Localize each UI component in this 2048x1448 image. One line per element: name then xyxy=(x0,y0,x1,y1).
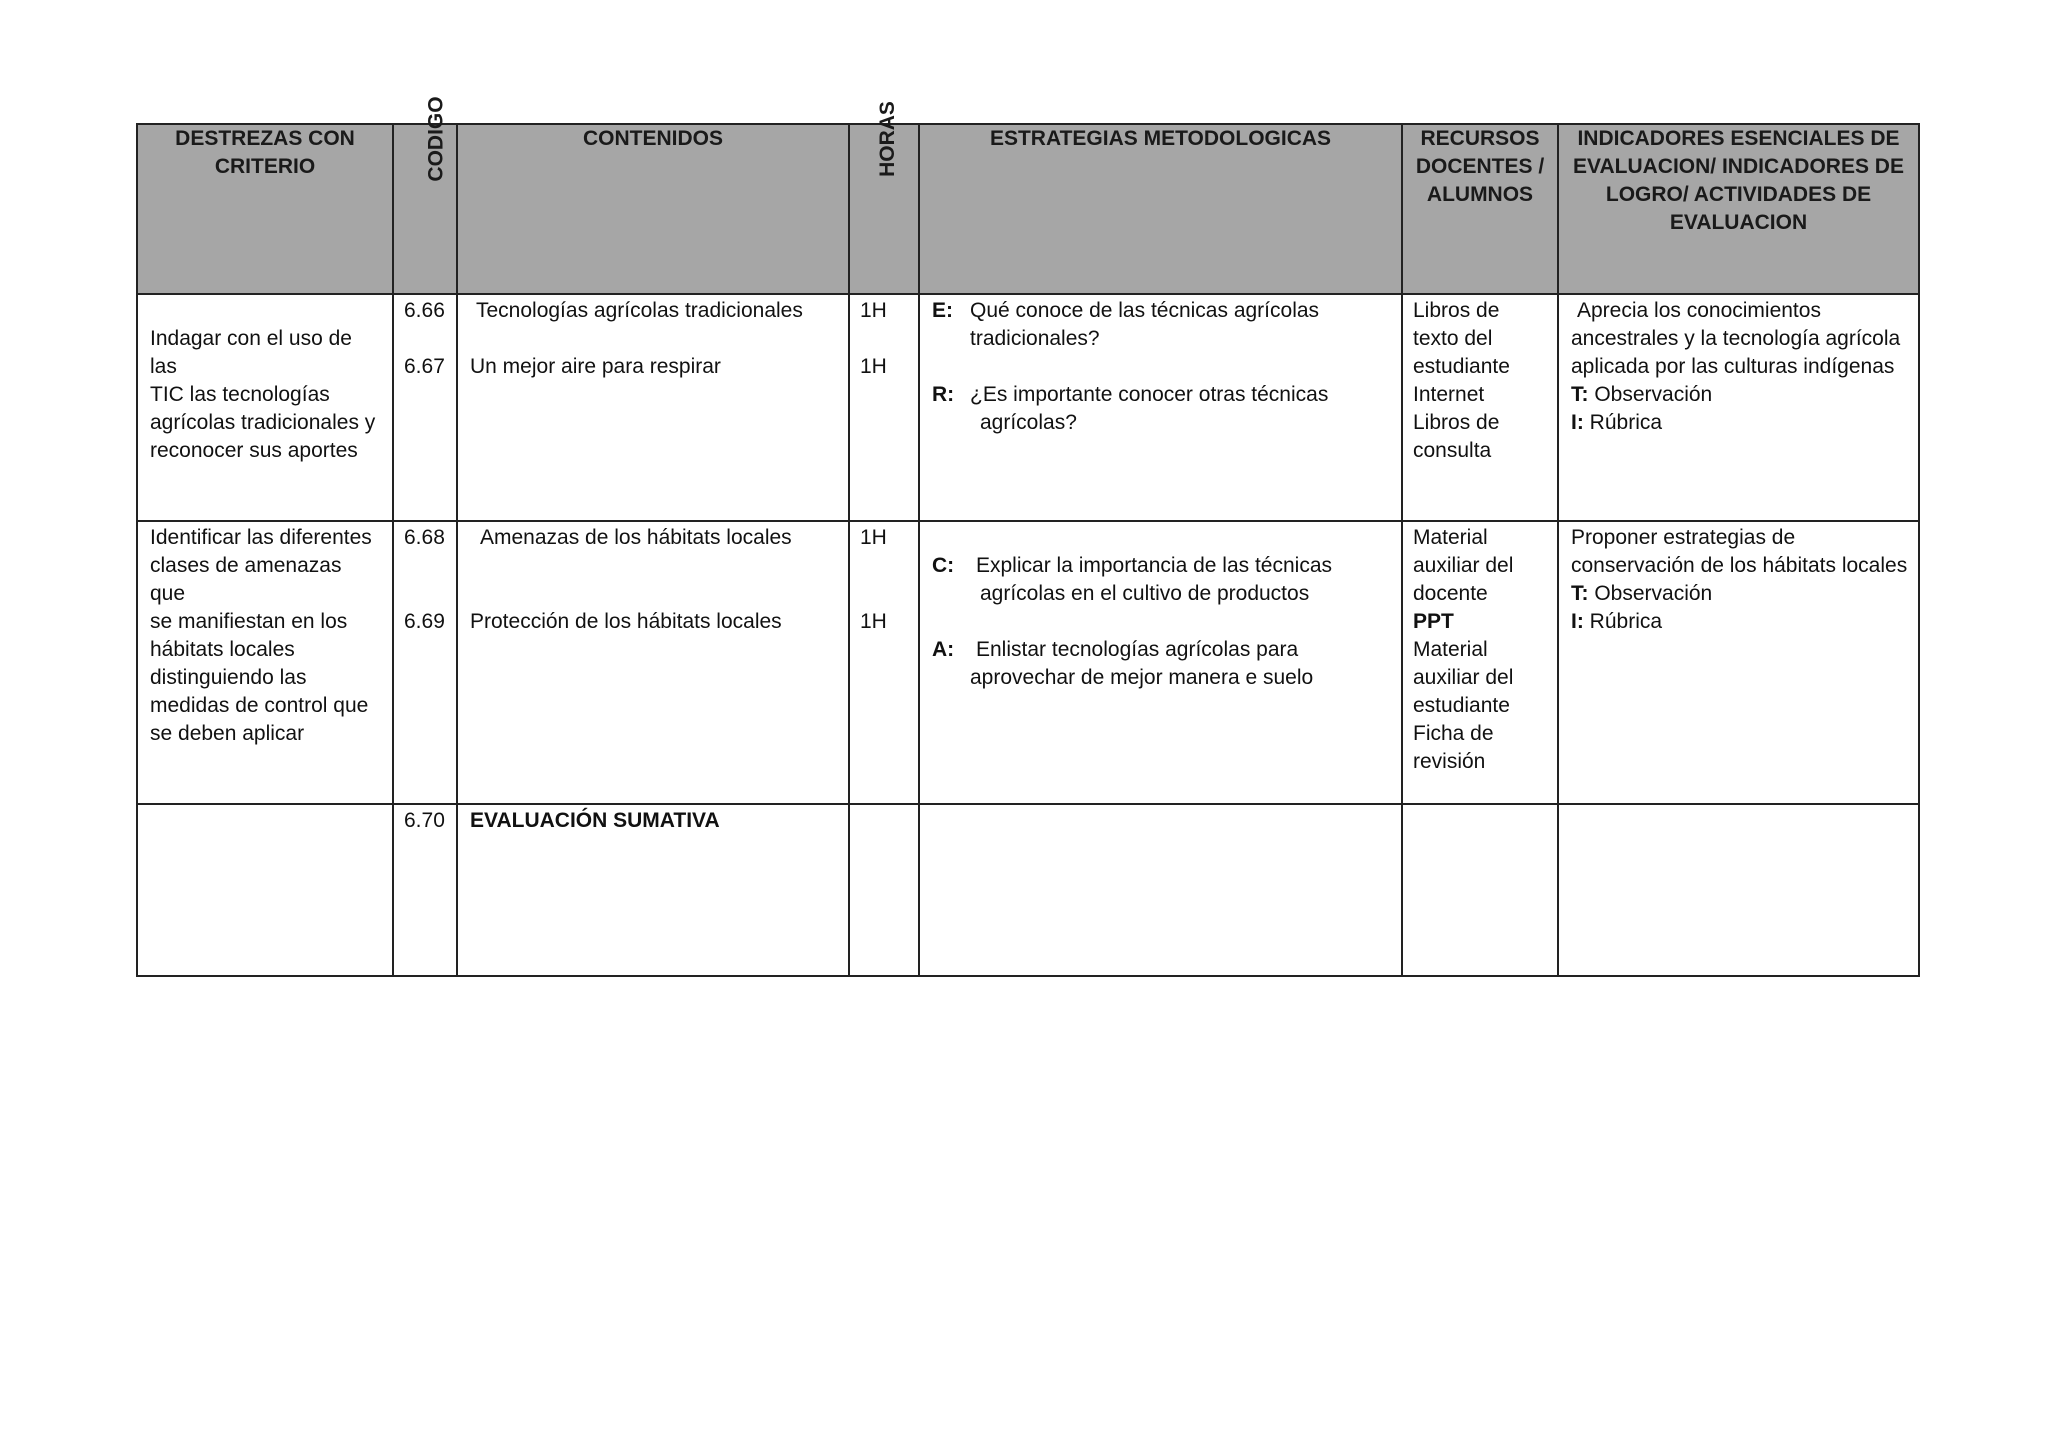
destreza-line: Identificar las diferentes xyxy=(150,526,372,549)
cell-codigo xyxy=(393,294,457,521)
estrategia-item xyxy=(932,636,1391,692)
header-indicadores-line: INDICADORES ESENCIALES DE xyxy=(1577,127,1900,150)
codigo-value: 6.70 xyxy=(404,809,445,832)
estrategia-line: ¿Es importante conocer otras técnicas xyxy=(970,383,1329,406)
indicador-line: ancestrales y la tecnología agrícola xyxy=(1571,327,1901,350)
cell-recursos xyxy=(1402,521,1558,804)
indicador-line: Proponer estrategias de xyxy=(1571,526,1796,549)
cell-estrategias xyxy=(919,294,1402,521)
estrategia-line: agrícolas en el cultivo de productos xyxy=(980,582,1310,605)
header-indicadores-line: EVALUACION/ INDICADORES DE xyxy=(1573,155,1904,178)
table-row xyxy=(137,804,1919,976)
cell-indicadores xyxy=(1558,521,1919,804)
recurso-line: texto del xyxy=(1413,327,1493,350)
estrategia-tag: E: xyxy=(932,299,953,322)
header-contenidos-label: CONTENIDOS xyxy=(582,127,723,150)
contenido-line: Amenazas de los hábitats locales xyxy=(480,526,792,549)
destreza-line: distinguiendo las xyxy=(150,666,307,689)
estrategia-line: tradicionales? xyxy=(970,327,1100,350)
header-row xyxy=(137,124,1919,294)
header-recursos-line: RECURSOS xyxy=(1420,127,1540,150)
codigo-value: 6.68 xyxy=(404,526,445,549)
estrategia-item xyxy=(932,552,1391,608)
cell-horas xyxy=(849,521,919,804)
estrategia-tag: R: xyxy=(932,383,955,406)
codigo-value: 6.69 xyxy=(404,610,445,633)
estrategia-line: Qué conoce de las técnicas agrícolas xyxy=(970,299,1320,322)
header-codigo xyxy=(393,96,457,294)
indicador-line: conservación de los hábitats locales xyxy=(1571,554,1908,577)
header-contenidos xyxy=(457,124,849,294)
instrumento-value: Rúbrica xyxy=(1589,411,1663,434)
contenido-line: Protección de los hábitats locales xyxy=(470,610,782,633)
horas-value: 1H xyxy=(860,299,887,322)
header-indicadores xyxy=(1558,124,1919,294)
estrategia-line: Enlistar tecnologías agrícolas para xyxy=(976,638,1299,661)
codigo-value: 6.67 xyxy=(404,355,445,378)
header-indicadores-line: EVALUACION xyxy=(1669,211,1808,234)
horas-value: 1H xyxy=(860,610,887,633)
header-horas-label: HORAS xyxy=(875,101,899,177)
estrategia-line: Explicar la importancia de las técnicas xyxy=(976,554,1332,577)
indicador-line: aplicada por las culturas indígenas xyxy=(1571,355,1895,378)
cell-estrategias xyxy=(919,804,1402,976)
cell-recursos xyxy=(1402,804,1558,976)
estrategia-tag: C: xyxy=(932,554,955,577)
recurso-line: estudiante xyxy=(1413,694,1510,717)
destreza-line: hábitats locales xyxy=(150,638,295,661)
table-row xyxy=(137,521,1919,804)
planning-table xyxy=(136,96,1920,977)
tecnica-label: T: xyxy=(1571,383,1589,406)
recurso-line: Libros de xyxy=(1413,299,1500,322)
estrategia-item xyxy=(932,381,1391,437)
table-row xyxy=(137,294,1919,521)
destreza-line: clases de amenazas que xyxy=(150,554,342,605)
recurso-ppt: PPT xyxy=(1413,610,1454,633)
estrategia-tag: A: xyxy=(932,638,955,661)
tecnica-label: T: xyxy=(1571,582,1589,605)
cell-destreza xyxy=(137,804,393,976)
instrumento-label: I: xyxy=(1571,610,1584,633)
header-destrezas xyxy=(137,124,393,294)
header-recursos-line: DOCENTES / xyxy=(1415,155,1545,178)
destreza-line: se manifiestan en los xyxy=(150,610,348,633)
contenido-line: Un mejor aire para respirar xyxy=(470,355,721,378)
destreza-line: reconocer sus aportes xyxy=(150,439,358,462)
evaluacion-sumativa: EVALUACIÓN SUMATIVA xyxy=(470,809,720,832)
recurso-line: Ficha de xyxy=(1413,722,1494,745)
estrategia-item xyxy=(932,297,1391,353)
recurso-line: consulta xyxy=(1413,439,1492,462)
cell-horas xyxy=(849,804,919,976)
cell-indicadores xyxy=(1558,294,1919,521)
indicador-instrumento xyxy=(1571,409,1908,437)
instrumento-value: Rúbrica xyxy=(1589,610,1663,633)
destreza-line: TIC las tecnologías xyxy=(150,383,330,406)
recurso-line: revisión xyxy=(1413,750,1486,773)
contenido-line: Tecnologías agrícolas tradicionales xyxy=(476,299,803,322)
indicador-line: Aprecia los conocimientos xyxy=(1577,299,1821,322)
cell-contenidos xyxy=(457,294,849,521)
indicador-instrumento xyxy=(1571,608,1908,636)
instrumento-label: I: xyxy=(1571,411,1584,434)
recurso-line: Material xyxy=(1413,638,1488,661)
estrategia-line: agrícolas? xyxy=(980,411,1077,434)
indicador-tecnica xyxy=(1571,381,1908,409)
header-horas xyxy=(849,101,919,294)
destreza-line: agrícolas tradicionales y xyxy=(150,411,376,434)
destreza-line: Indagar con el uso de las xyxy=(150,327,352,378)
estrategia-line: aprovechar de mejor manera e suelo xyxy=(970,666,1314,689)
tecnica-value: Observación xyxy=(1594,582,1713,605)
cell-contenidos xyxy=(457,804,849,976)
header-recursos-line: ALUMNOS xyxy=(1426,183,1534,206)
cell-indicadores xyxy=(1558,804,1919,976)
horas-value: 1H xyxy=(860,526,887,549)
cell-destreza xyxy=(137,521,393,804)
header-recursos xyxy=(1402,124,1558,294)
recurso-line: Material xyxy=(1413,526,1488,549)
recurso-line: Libros de xyxy=(1413,411,1500,434)
header-destrezas-line: CRITERIO xyxy=(214,155,316,178)
recurso-line: docente xyxy=(1413,582,1488,605)
cell-contenidos xyxy=(457,521,849,804)
codigo-value: 6.66 xyxy=(404,299,445,322)
destreza-line: medidas de control que xyxy=(150,694,369,717)
horas-value: 1H xyxy=(860,355,887,378)
indicador-tecnica xyxy=(1571,580,1908,608)
header-estrategias-label: ESTRATEGIAS METODOLOGICAS xyxy=(989,127,1332,150)
header-codigo-label: CODIGO xyxy=(424,96,448,182)
recurso-line: estudiante xyxy=(1413,355,1510,378)
recurso-line: Internet xyxy=(1413,383,1485,406)
recurso-line: auxiliar del xyxy=(1413,666,1514,689)
header-indicadores-line: LOGRO/ ACTIVIDADES DE xyxy=(1605,183,1872,206)
cell-destreza xyxy=(137,294,393,521)
tecnica-value: Observación xyxy=(1594,383,1713,406)
destreza-line: se deben aplicar xyxy=(150,722,305,745)
cell-recursos xyxy=(1402,294,1558,521)
cell-codigo xyxy=(393,521,457,804)
header-estrategias xyxy=(919,124,1402,294)
header-destrezas-line: DESTREZAS CON xyxy=(175,127,355,150)
cell-estrategias xyxy=(919,521,1402,804)
cell-horas xyxy=(849,294,919,521)
recurso-line: auxiliar del xyxy=(1413,554,1514,577)
cell-codigo xyxy=(393,804,457,976)
